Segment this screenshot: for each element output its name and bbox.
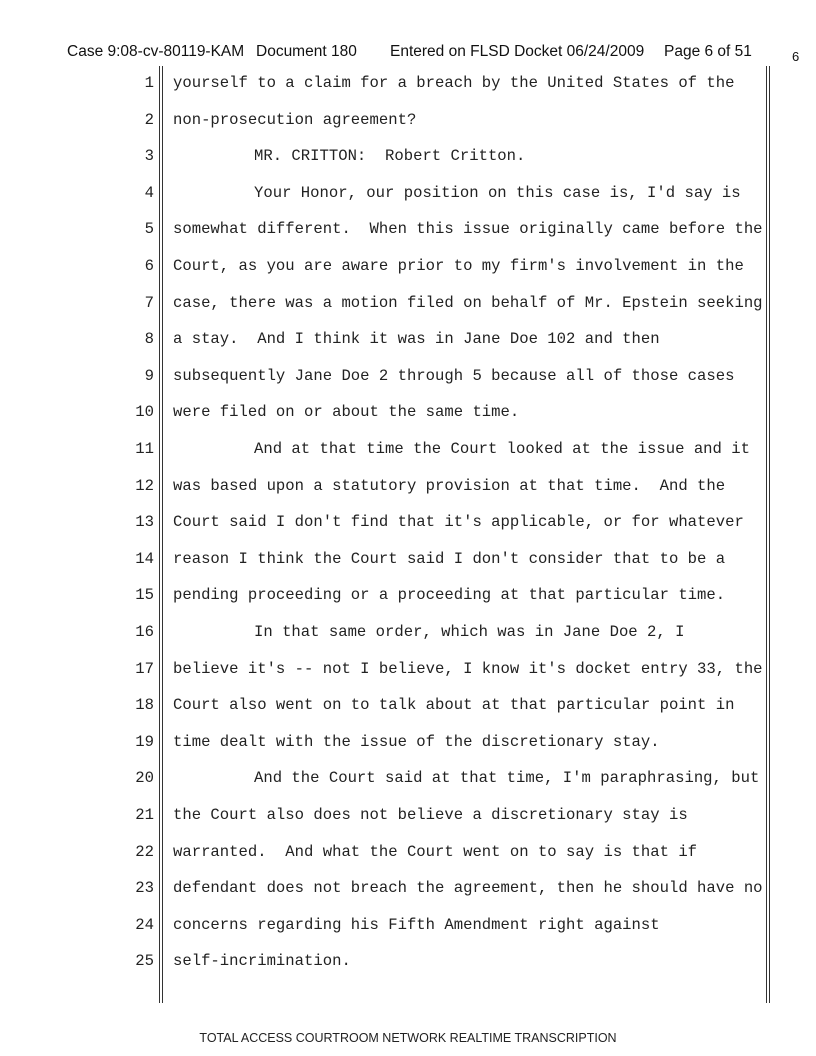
transcript-line: [0, 257, 760, 285]
transcript-line: [0, 513, 760, 541]
transcript-line: [0, 696, 760, 724]
transcript-line: [0, 916, 760, 944]
line-number: 2: [144, 110, 154, 129]
line-text: And at that time the Court looked at the issue and it: [254, 440, 750, 458]
line-text: case, there was a motion filed on behalf of Mr. Epstein seeking: [173, 293, 763, 312]
line-text: yourself to a claim for a breach by the United States of the: [173, 74, 735, 92]
transcript-line: [0, 477, 760, 505]
line-number: 14: [135, 549, 154, 568]
transcript-line: [0, 879, 763, 907]
line-text: somewhat different. When this issue originally came before the: [173, 220, 763, 239]
line-text: Court also went on to talk about at that particular point in: [173, 696, 735, 715]
line-number: 15: [135, 586, 154, 605]
line-text: Your Honor, our position on this case is, I'd say is: [254, 183, 741, 202]
transcript-line: [0, 74, 760, 102]
line-number: 22: [135, 842, 154, 861]
transcript-line: [0, 659, 763, 688]
line-text: MR. CRITTON: Robert Critton.: [254, 147, 526, 166]
line-number: 21: [135, 806, 154, 824]
transcript-line: [0, 769, 760, 797]
transcript-line: [0, 586, 760, 614]
line-number: 10: [135, 403, 154, 422]
transcript-line: [0, 550, 760, 578]
transcript-line: [0, 111, 760, 139]
transcript-line: [0, 330, 760, 358]
line-text: In that same order, which was in Jane Doe 2, I: [254, 623, 685, 641]
footer: TOTAL ACCESS COURTROOM NETWORK REALTIME TRANSCRIPTION: [199, 1031, 617, 1045]
line-text: self-incrimination.: [173, 952, 351, 971]
transcript-line: [0, 403, 760, 431]
line-text: And the Court said at that time, I'm paraphrasing, but: [254, 769, 760, 788]
line-text: a stay. And I think it was in Jane Doe 102 and then: [173, 330, 660, 349]
line-number: 12: [135, 476, 154, 495]
page-number: 6: [792, 49, 800, 64]
case-number: Case 9:08-cv-80119-KAM: [67, 43, 245, 60]
transcript-line: [0, 293, 763, 322]
line-text: were filed on or about the same time.: [173, 403, 520, 422]
line-number: 23: [135, 879, 154, 898]
line-number: 7: [144, 293, 154, 312]
transcript-line: [0, 623, 760, 651]
transcript-line: [0, 733, 760, 761]
transcript-line: [0, 147, 760, 175]
line-text: reason I think the Court said I don't consider that to be a: [173, 549, 726, 568]
transcript-line: [0, 806, 760, 834]
transcript-line: [0, 367, 760, 395]
line-number: 16: [135, 623, 154, 641]
line-number: 6: [144, 257, 154, 275]
line-text: time dealt with the issue of the discretionary stay.: [173, 732, 660, 751]
right-margin-rule: [766, 66, 767, 1003]
right-margin-rule: [769, 66, 770, 1003]
document-number: Document 180: [256, 43, 357, 60]
line-text: concerns regarding his Fifth Amendment right against: [173, 915, 660, 934]
line-text: Court, as you are aware prior to my firm's involvement in the: [173, 257, 744, 275]
transcript-line: [0, 952, 760, 980]
line-number: 19: [135, 732, 154, 751]
transcript-line: [0, 843, 760, 871]
line-number: 13: [135, 513, 154, 532]
line-number: 9: [144, 366, 154, 385]
line-number: 11: [135, 440, 154, 458]
case-header: [67, 43, 752, 63]
transcript-line: [0, 440, 760, 468]
line-text: defendant does not breach the agreement, then he should have no: [173, 879, 763, 898]
line-text: believe it's -- not I believe, I know it's docket entry 33, the: [173, 659, 763, 678]
line-text: non-prosecution agreement?: [173, 110, 417, 129]
line-number: 3: [144, 147, 154, 166]
page-count: Page 6 of 51: [664, 43, 752, 60]
line-text: the Court also does not believe a discretionary stay is: [173, 806, 688, 824]
transcript-line: [0, 184, 760, 212]
line-text: pending proceeding or a proceeding at that particular time.: [173, 586, 726, 605]
line-number: 4: [144, 183, 154, 202]
line-text: warranted. And what the Court went on to say is that if: [173, 842, 698, 861]
line-number: 8: [144, 330, 154, 349]
line-number: 17: [135, 659, 154, 678]
line-text: was based upon a statutory provision at that time. And the: [173, 476, 726, 495]
line-number: 24: [135, 915, 154, 934]
line-number: 25: [135, 952, 154, 971]
line-number: 18: [135, 696, 154, 715]
line-text: subsequently Jane Doe 2 through 5 because all of those cases: [173, 366, 735, 385]
line-text: Court said I don't find that it's applicable, or for whatever: [173, 513, 744, 532]
line-number: 20: [135, 769, 154, 788]
line-number: 1: [144, 74, 154, 92]
transcript-line: [0, 220, 763, 248]
line-number: 5: [144, 220, 154, 239]
docket-entry: Entered on FLSD Docket 06/24/2009: [390, 43, 645, 60]
